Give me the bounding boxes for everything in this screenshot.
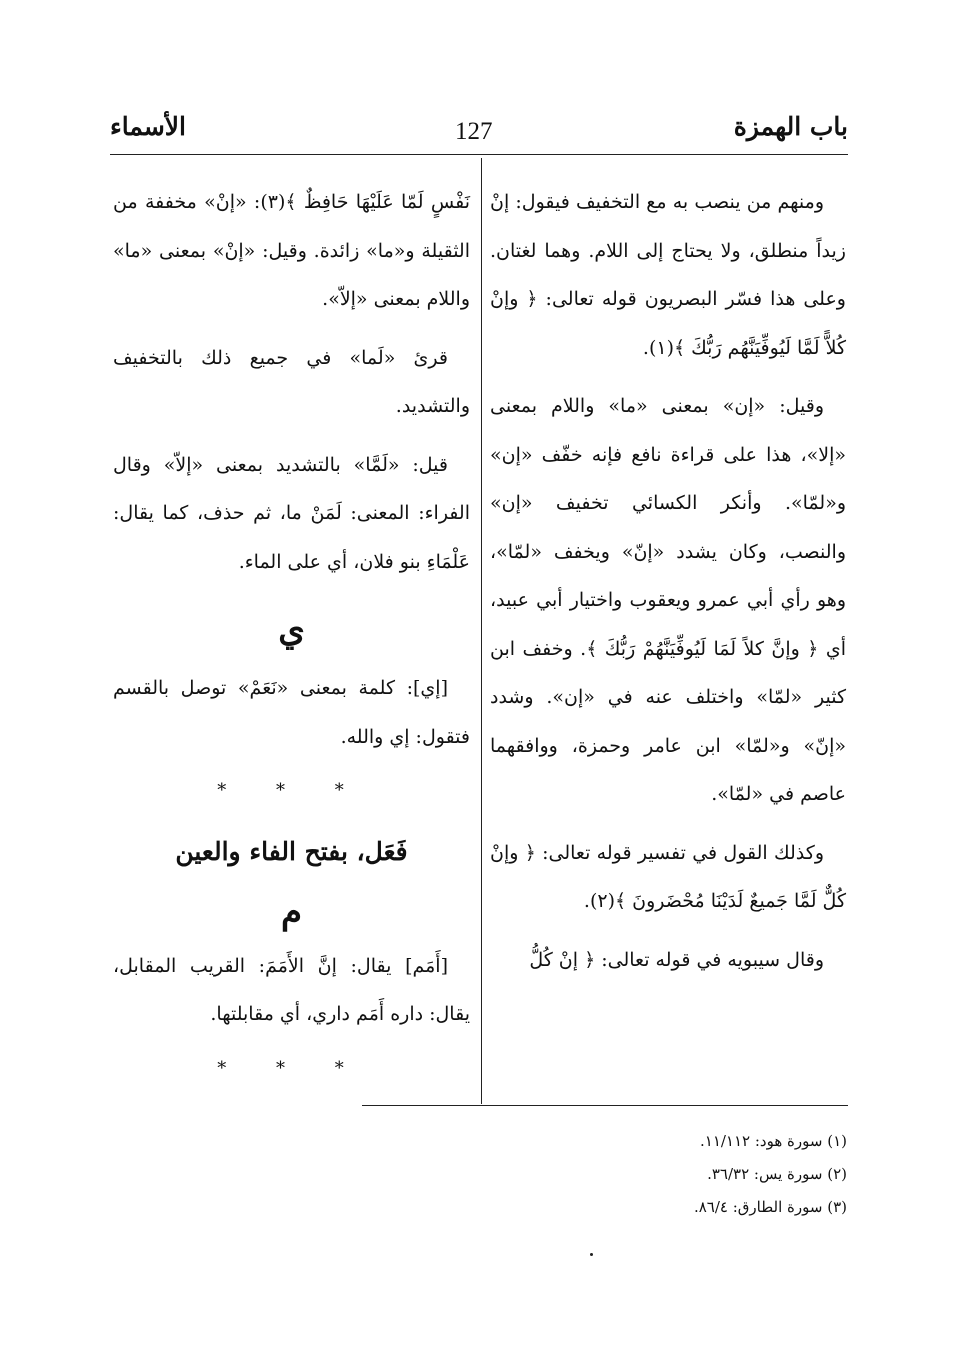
paragraph: وقال سيبويه في قوله تعالى: ﴿ إنْ كُلُّ xyxy=(529,948,824,971)
paragraph: قيل: «لَمَّا» بالتشديد بمعنى «إلاّ» وقال الفراء: المعنى: لَمَنْ ما، ثم حذف، كما يقال: عَلْمَاءِ بنو فلان، أي على الماء. xyxy=(113,453,470,573)
footnote: (٢) سورة يس: ٣٦/٣٢. xyxy=(707,1165,847,1183)
letter-heading: ي xyxy=(278,610,305,650)
left-column xyxy=(113,178,470,1099)
section-heading: الأسماء xyxy=(110,112,186,141)
page-number: 127 xyxy=(455,118,493,145)
paragraph: [إي]: كلمة بمعنى «نَعَمْ» توصل بالقسم فتقول: إي والله. xyxy=(113,677,470,748)
letter-heading: م xyxy=(280,891,303,932)
print-mark xyxy=(590,1253,593,1256)
paragraph: ومنهم من ينصب به مع التخفيف فيقول: إنْ زيداً منطلق، ولا يحتاج إلى اللام. وهما لغتان. وعلى هذا فسّر البصريون قوله تعالى: ﴿ وإنْ كُلاًّ لَمَّا لَيُوفِّيَنَّهُم رَبُّكَ ﴾(١). xyxy=(490,191,846,359)
paragraph: [أَمَم] يقال: إنَّ الأَمَمَ: القريب المقابل، يقال: داره أَمَم داري، أي مقابلتها. xyxy=(113,954,470,1025)
column-divider xyxy=(481,158,482,1104)
footnote-rule xyxy=(362,1105,848,1106)
right-column xyxy=(490,178,846,984)
footnote: (٣) سورة الطارق: ٨٦/٤. xyxy=(693,1198,847,1216)
separator-stars: * * * xyxy=(217,1057,366,1079)
footnotes xyxy=(361,1125,847,1224)
paragraph: وقيل: «إن» بمعنى «ما» واللام بمعنى «إلا»، هذا على قراءة نافع فإنه خفّف «إن» و«لمّا». وأنكر الكسائي تخفيف «إن» والنصب، وكان يشدد «إنّ» ويخفف «لمّا»، وهو رأي أبي عمرو ويعقوب واختيار أبي عبيد، أي ﴿ وإنَّ كلاً لَمَا لَيُوفِّيَنَّهُمْ رَبُّكَ ﴾. وخفف ابن كثير «لمّا» واختلف عنه في «إن». وشدد «إنّ» و«لمّا» ابن عامر وحمزة، ووافقهما عاصم في «لمّا». xyxy=(490,395,846,805)
separator-stars: * * * xyxy=(217,780,366,801)
chapter-title: باب الهمزة xyxy=(733,112,848,141)
footnote: (١) سورة هود: ١١/١١٢. xyxy=(699,1132,847,1150)
section-title: فَعَل، بفتح الفاء والعين xyxy=(175,836,408,866)
paragraph: نَفْسٍ لَمّا عَلَيْهَا حَافِظٌ ﴾(٣): «إنْ» مخففة من الثقيلة و«ما» زائدة. وقيل: «إنْ» بمعنى «ما» واللام بمعنى «إلاّ». xyxy=(113,191,470,310)
paragraph: وكذلك القول في تفسير قوله تعالى: ﴿ وإنْ كُلٌّ لَمَّا جَميعٌ لَدَيْنَا مُحْضَرونَ ﴾(٢). xyxy=(490,841,846,912)
header-rule xyxy=(110,154,848,155)
page-header xyxy=(110,108,848,152)
paragraph: قرئ «لَما» في جميع ذلك بالتخفيف والتشديد. xyxy=(113,346,470,417)
